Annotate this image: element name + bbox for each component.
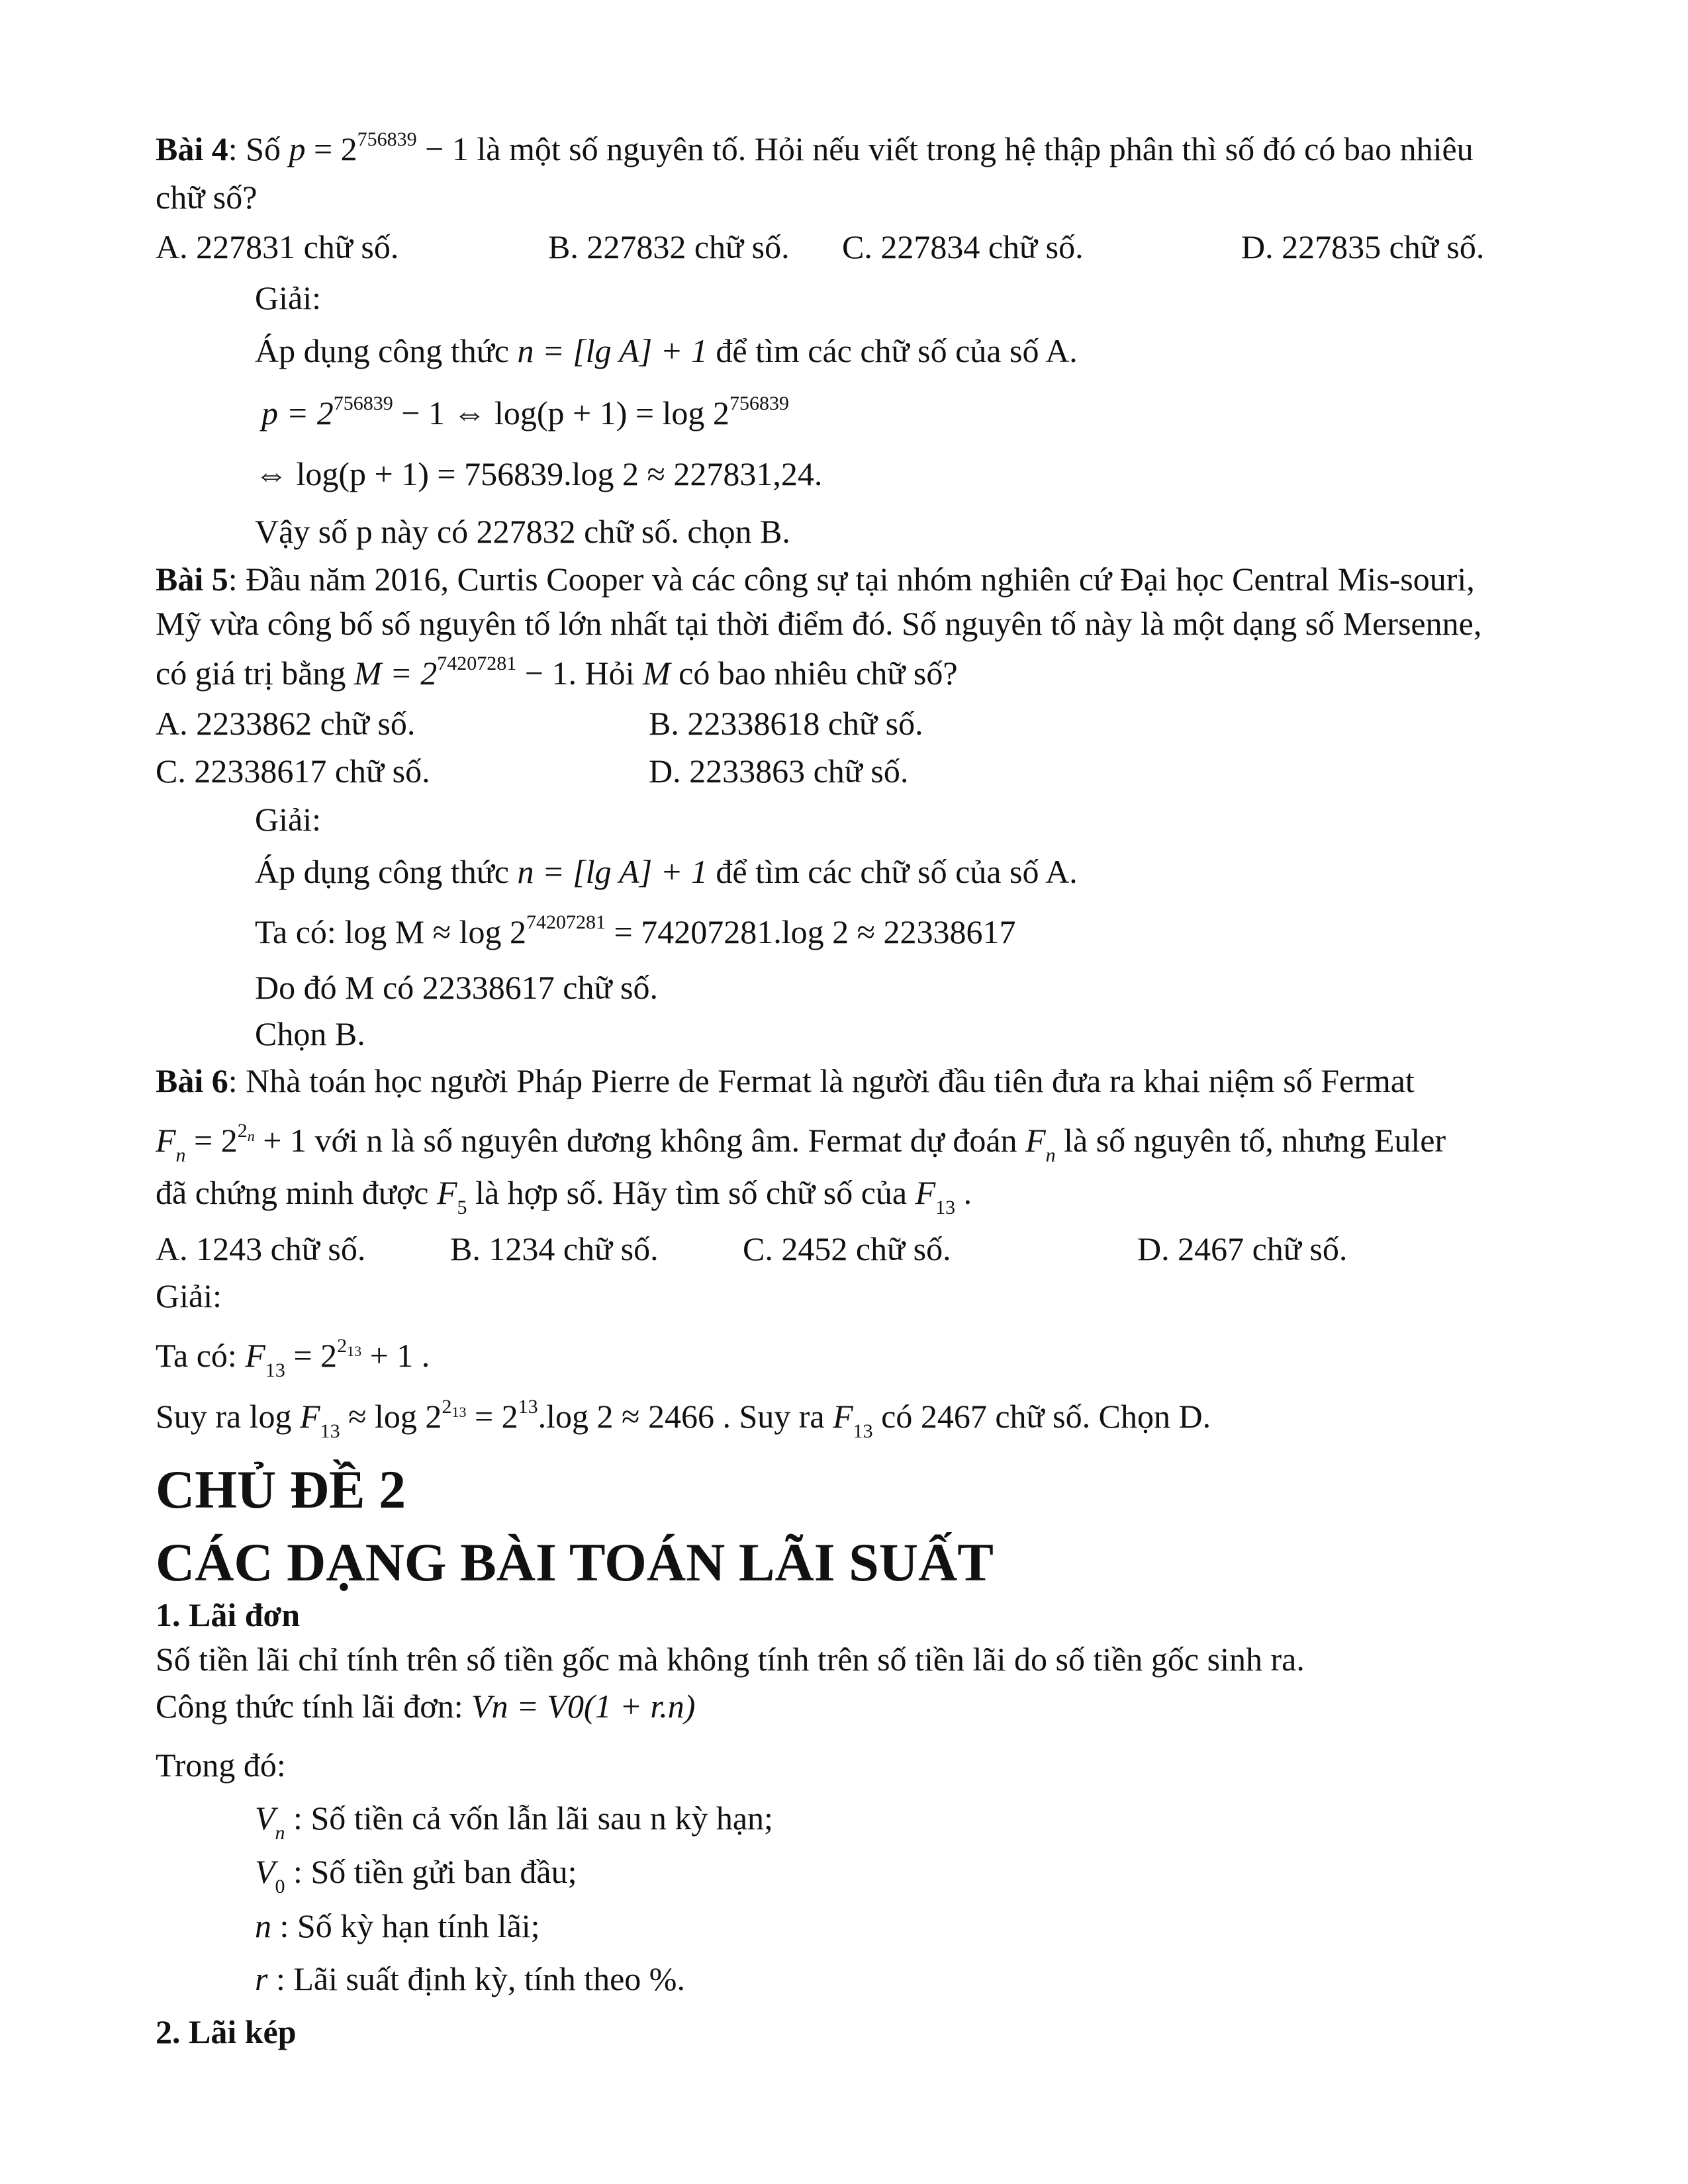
definition-vn: $V_n$ : Số tiền cả vốn lẫn lãi sau n kỳ hạn; [255, 1799, 773, 1844]
bai4-giai: Giải: [255, 279, 321, 316]
bai5-apply-formula: n = [lg A] + 1 [517, 853, 708, 890]
bai6-taco: Ta có: $F_{13} = 2^{213} + 1$ . [156, 1335, 430, 1381]
bai5-option-c: C. 22338617 chữ số. [156, 752, 430, 790]
section-lai-kep-heading: 2. Lãi kép [156, 2013, 297, 2050]
bai4-line1: Bài 4: Số $p = 2^{756839} - 1$ là một số nguyên tố. Hỏi nếu viết trong hệ thập phân thì số đó có bao nhiêu [156, 128, 1474, 167]
bai4-line2: chữ số? [156, 179, 258, 216]
bai5-apply: Áp dụng công thức n = [lg A] + 1 để tìm các chữ số của số A. [255, 853, 1078, 890]
bai6-line2: $F_n = 2^{2n} + 1$ với n là số nguyên dương không âm. Fermat dự đoán $F_n$ là số nguyên tố, nhưng Euler [156, 1120, 1446, 1166]
lai-don-description: Số tiền lãi chỉ tính trên số tiền gốc mà không tính trên số tiền lãi do số tiền gốc sinh ra. [156, 1641, 1305, 1678]
definition-r: r : Lãi suất định kỳ, tính theo %. [255, 1960, 685, 1997]
bai6-label: Bài 6 [156, 1062, 228, 1099]
lai-don-formula: Vn = V0(1 + r.n) [471, 1688, 696, 1725]
definition-n: n : Số kỳ hạn tính lãi; [255, 1907, 540, 1944]
bai5-line3: có giá trị bằng $M = 2^{74207281} - 1$. Hỏi M có bao nhiêu chữ số? [156, 653, 958, 692]
bai4-step1: $p = 2^{756839} - 1$ ⇔ $\log(p + 1) = \log 2^{756839}$ [261, 392, 789, 432]
bai6-option-a: A. 1243 chữ số. [156, 1230, 366, 1267]
bai4-apply: Áp dụng công thức n = [lg A] + 1 để tìm các chữ số của số A. [255, 332, 1078, 369]
bai4-option-d: D. 227835 chữ số. [1241, 228, 1485, 265]
bai5-line2: Mỹ vừa công bố số nguyên tố lớn nhất tại thời điểm đó. Số nguyên tố này là một dạng số Mersenne, [156, 605, 1482, 642]
bai5-label: Bài 5 [156, 561, 228, 598]
bai5-option-a: A. 2233862 chữ số. [156, 705, 416, 742]
bai6-suy-ra: Suy ra $\log F_{13} \approx \log 2^{213} = 2^{13}.\log$ 2 ≈ 2466 . Suy ra $F_{13}$ có 2467 chữ số. Chọn D. [156, 1396, 1211, 1442]
bai4-option-c: C. 227834 chữ số. [842, 228, 1084, 265]
bai5-option-d: D. 2233863 chữ số. [649, 752, 909, 790]
bai4-label: Bài 4 [156, 130, 228, 167]
bai5-chon: Chọn B. [255, 1015, 365, 1052]
bai6-option-b: B. 1234 chữ số. [450, 1230, 659, 1267]
bai5-giai: Giải: [255, 801, 321, 838]
bai5-taco: Ta có: $\log M \approx \log 2^{74207281} = 74207281.\log$ 2 ≈ 22338617 [255, 911, 1016, 950]
bai4-step2: ⇔ log(p + 1) = 756839.log 2 ≈ 227831,24. [255, 455, 823, 492]
bai6-line3: đã chứng minh được $F_5$ là hợp số. Hãy tìm số chữ số của $F_{13}$ . [156, 1174, 972, 1218]
chapter-subtitle: CÁC DẠNG BÀI TOÁN LÃI SUẤT [156, 1532, 994, 1592]
bai4-conclusion: Vậy số p này có 227832 chữ số. chọn B. [255, 513, 790, 550]
trong-do: Trong đó: [156, 1747, 286, 1784]
bai4-apply-formula: n = [lg A] + 1 [517, 332, 708, 369]
bai5-do-do: Do đó M có 22338617 chữ số. [255, 969, 659, 1006]
definition-v0: $V_0$ : Số tiền gửi ban đầu; [255, 1853, 577, 1897]
bai4-option-b: B. 227832 chữ số. [548, 228, 790, 265]
bai4-option-a: A. 227831 chữ số. [156, 228, 399, 265]
bai6-giai: Giải: [156, 1277, 222, 1314]
bai6-option-c: C. 2452 chữ số. [743, 1230, 951, 1267]
bai6-line1: Bài 6: Nhà toán học người Pháp Pierre de Fermat là người đầu tiên đưa ra khai niệm số Fermat [156, 1062, 1415, 1099]
bai6-option-d: D. 2467 chữ số. [1137, 1230, 1348, 1267]
bai5-line1: Bài 5: Đầu năm 2016, Curtis Cooper và các công sự tại nhóm nghiên cứ Đại học Central Mis-souri, [156, 561, 1475, 598]
section-lai-don-heading: 1. Lãi đơn [156, 1596, 301, 1633]
chapter-title: CHỦ ĐỀ 2 [156, 1459, 406, 1520]
bai5-option-b: B. 22338618 chữ số. [649, 705, 923, 742]
lai-don-formula-line: Công thức tính lãi đơn: Vn = V0(1 + r.n) [156, 1688, 696, 1725]
